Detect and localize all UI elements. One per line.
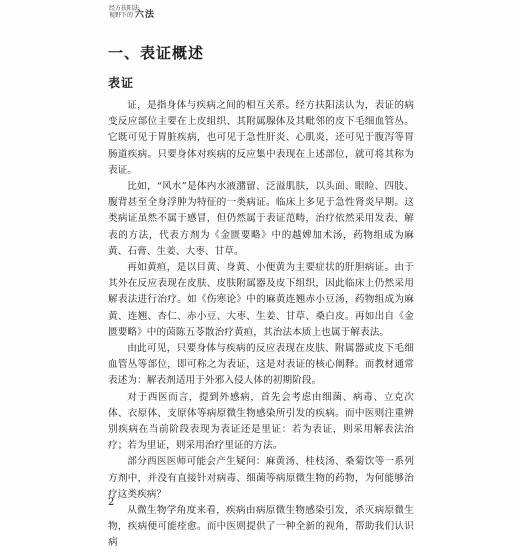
- header-line-2-text: 视野下的: [109, 12, 134, 19]
- header-line-2-big: 六法: [134, 10, 155, 20]
- page-number: 2: [108, 497, 115, 508]
- header-line-2: [109, 12, 229, 19]
- running-header: [109, 5, 229, 19]
- paragraph: 对于西医而言，提到外感病，首先会考虑由细菌、病毒、立克次体、衣原体、支原体等病原微生物感染所引发的疾病。而中医则注重辨别疾病在当前阶段表现为表证还是里证：若为表证，则采用解表法治疗；若为里证，则采用治疗里证的方法。: [108, 391, 414, 452]
- section-title: 一、表证概述: [108, 44, 205, 62]
- paragraph: 再如黄疸，是以目黄、身黄、小便黄为主要症状的肝胆病证。由于其外在反应表现在皮肤、皮肤附属器及皮下组织，因此临床上仍然采用解表法进行治疗。如《伤寒论》中的麻黄连翘赤小豆汤，药物组成为麻黄、连翘、杏仁、赤小豆、大枣、生姜、甘草、桑白皮。再如出自《金匮要略》中的茵陈五苓散治疗黄疸，其治法本质上也属于解表法。: [108, 262, 414, 338]
- paragraph: 由此可见，只要身体与疾病的反应表现在皮肤、附属器或皮下毛细血管丛等部位，即可称之为表证，这是对表证的核心阐释。而教材通常表述为：解表剂适用于外邪入侵人体的初期阶段。: [108, 343, 414, 387]
- paragraph: 比如，“风水”是体内水液潴留、泛溢肌肤，以头面、眼睑、四肢、腹背甚至全身浮肿为特征的一类病证。临床上多见于急性肾炎早期。这类病证虽然不属于感冒，但仍然属于表证范畴，治疗依然采用发表、解表的方法，代表方剂为《金匮要略》中的越婢加术汤，药物组成为麻黄、石膏、生姜、大枣、甘草。: [108, 181, 414, 257]
- paragraph: 部分西医医师可能会产生疑问：麻黄汤、桂枝汤、桑菊饮等一系列方剂中，并没有直接针对病毒、细菌等病原微生物的药物，为何能够治疗这类疾病？: [108, 456, 414, 500]
- paragraph: 从微生物学角度来看，疾病由病原微生物感染引发，杀灭病原微生物，疾病便可能痊愈。而中医则提供了一种全新的视角，帮助我们认识病: [108, 505, 414, 549]
- paragraph: 证，是指身体与疾病之间的相互关系。经方扶阳法认为，表证的病变反应部位主要在上皮组织、其附属腺体及其毗邻的皮下毛细血管丛。它既可见于胃脏疾病，也可见于急性肝炎、心肌炎，还可见于腹泻等胃肠道疾病。只要身体对疾病的反应集中表现在上述部位，就可将其称为表证。: [108, 100, 414, 176]
- subsection-title: 表证: [108, 76, 135, 90]
- header-line-1: 经方扶阳法: [109, 5, 140, 12]
- body-text: [108, 98, 414, 552]
